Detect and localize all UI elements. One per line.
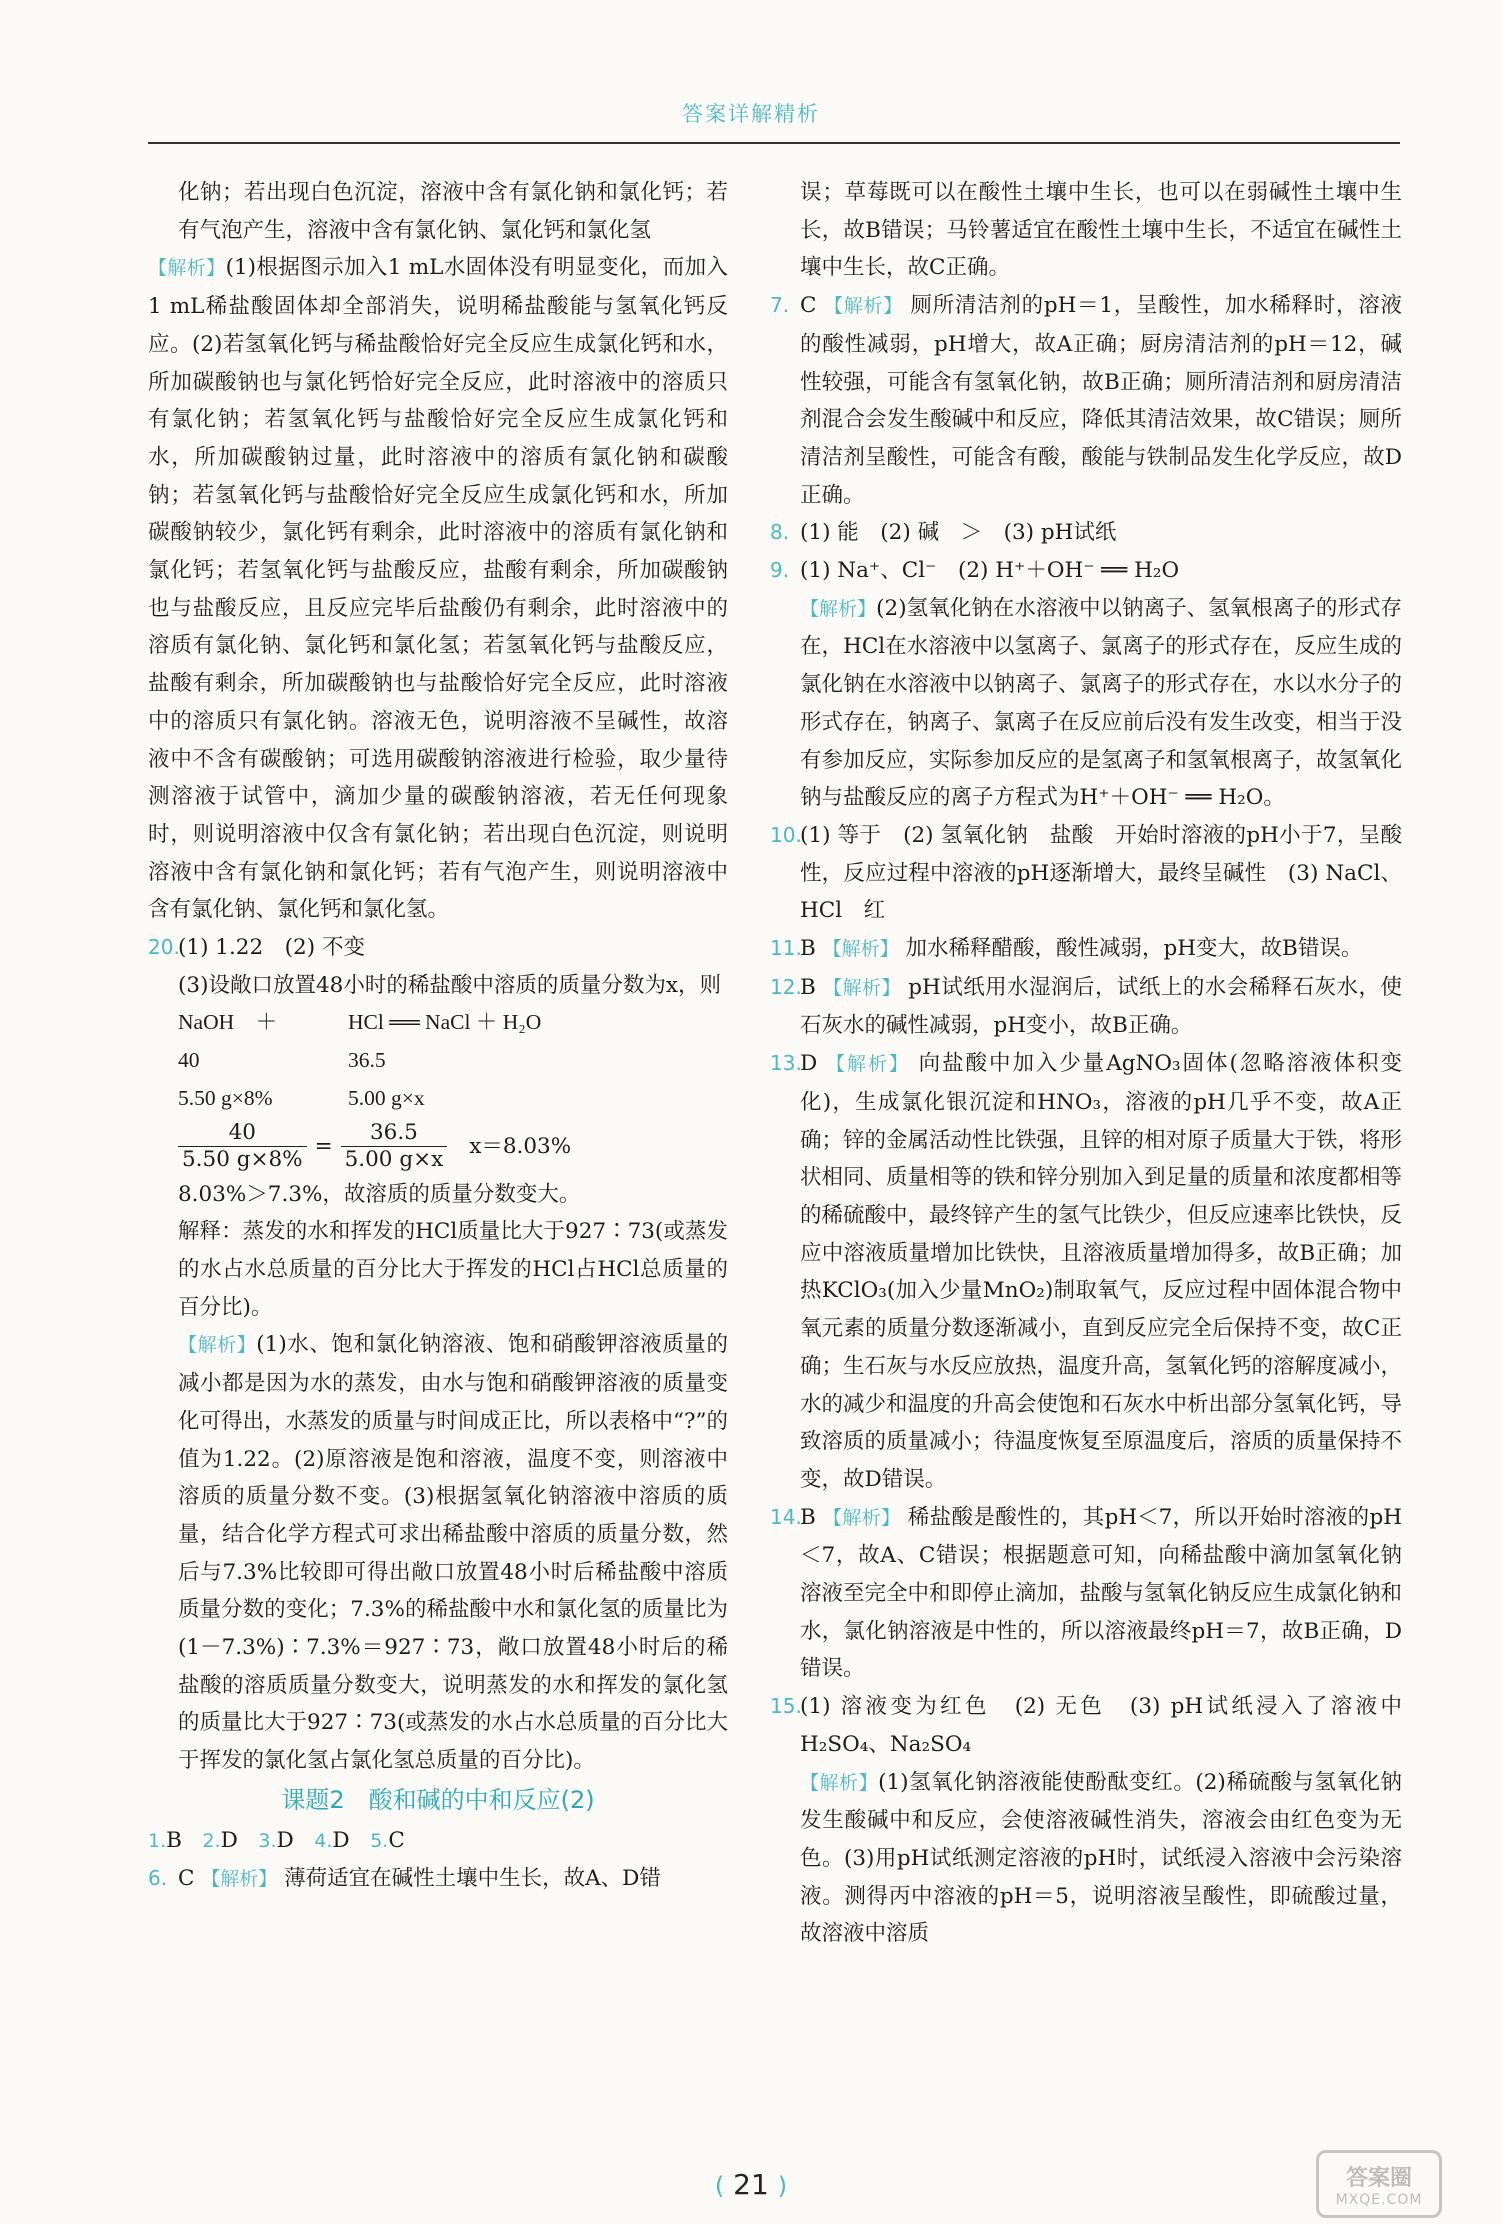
q15-number: 15. <box>770 1694 802 1719</box>
q6 <box>148 1860 728 1899</box>
q6-number: 6. <box>148 1866 168 1891</box>
q20-conclusion: 8.03%＞7.3%，故溶质的质量分数变大。 <box>178 1181 581 1207</box>
analysis-tag: 【解析】 <box>826 1053 910 1076</box>
q15-text: (1) 溶液变为红色 (2) 无色 (3) pH试纸浸入了溶液中 H₂SO₄、Na₂SO₄ <box>800 1694 1424 1757</box>
q7-text: 厕所清洁剂的pH＝1，呈酸性，加水稀释时，溶液的酸性减弱，pH增大，故A正确；厨房清洁剂的pH＝12，碱性较强，可能含有氢氧化钠，故B正确；厕所清洁剂和厨房清洁剂混合会发生酸碱中和反应，降低其清洁效果，故C错误；厕所清洁剂呈酸性，可能含有酸，酸能与铁制品发生化学反应，故D正确。 <box>800 293 1402 508</box>
eq-actual-2: 5.00 g×x <box>348 1085 425 1110</box>
section-title: 课题2 酸和碱的中和反应(2) <box>281 1785 595 1814</box>
mc-answer: 2.D <box>202 1827 238 1853</box>
q20 <box>148 929 728 1004</box>
q13-text: 向盐酸中加入少量AgNO₃固体(忽略溶液体积变化)，生成氯化银沉淀和HNO₃，溶液的pH几乎不变，故A正确；锌的金属活动性比铁强，且锌的相对原子质量大于铁，将形状相同、质量相等的铁和锌分别加入到足量的质量和浓度都相等的稀硫酸中，最终锌产生的氢气比铁少，但反应速率比铁快，反应中溶液质量增加比铁快，且溶液质量增加得多，故B正确；加热KClO₃(加入少量MnO₂)制取氧气，反应过程中固体混合物中氧元素的质量分数逐渐减小，直到反应完全后保持不变，故C正确；生石灰与水反应放热，温度升高，氢氧化钙的溶解度减小，水的减少和温度的升高会使饱和石灰水中析出部分氢氧化钙，导致溶质的质量减小；待温度恢复至原温度后，溶质的质量保持不变，故D错误。 <box>800 1051 1403 1492</box>
equation-row <box>178 1042 728 1080</box>
fraction-1 <box>178 1120 307 1173</box>
eq-rest: HCl ══ NaCl ＋ H₂O <box>348 1010 542 1035</box>
q12-answer: B <box>800 974 816 1000</box>
mc-answer: 1.B <box>148 1827 182 1853</box>
q8-number: 8. <box>770 520 790 545</box>
analysis-tag: 【解析】 <box>201 1868 278 1891</box>
q7-answer: C <box>800 293 817 319</box>
q11-number: 11. <box>770 936 802 961</box>
watermark-url: MXQE.COM <box>1335 2191 1423 2208</box>
proportion-result: x＝8.03% <box>469 1133 572 1159</box>
right-column <box>770 174 1424 1953</box>
mc-answer: 4.D <box>314 1827 350 1853</box>
page-header: 答案详解精析 <box>682 102 820 126</box>
q20-analysis <box>148 1326 728 1779</box>
q11-text: 加水稀释醋酸，酸性减弱，pH变大，故B错误。 <box>905 936 1363 962</box>
q15-analysis-text: (1)氢氧化钠溶液能使酚酞变红。(2)稀硫酸与氢氧化钠发生酸碱中和反应，会使溶液碱性消失，溶液会由红色变为无色。(3)用pH试纸测定溶液的pH时，试纸浸入溶液中会污染溶液。测得丙中溶液的pH＝5，说明溶液呈酸性，即硫酸过量，故溶液中溶质 <box>800 1769 1402 1947</box>
q6-text: 薄荷适宜在碱性土壤中生长，故A、D错 <box>284 1866 661 1892</box>
page-number-text: 21 <box>733 2168 769 2201</box>
q11 <box>770 930 1402 969</box>
left-column <box>148 174 728 1899</box>
equation-row <box>178 1004 728 1042</box>
analysis-tag: 【解析】 <box>823 976 901 999</box>
fraction-2 <box>341 1120 448 1173</box>
q13-answer: D <box>800 1051 818 1077</box>
q9-analysis <box>800 590 1402 817</box>
q15 <box>770 1688 1424 1953</box>
page-number-bracket-left: ( <box>714 2172 725 2200</box>
equation-row <box>178 1080 728 1118</box>
q20-answer: (1) 1.22 (2) 不变 <box>178 935 365 961</box>
q14-number: 14. <box>770 1504 802 1529</box>
equals-sign: = <box>314 1133 333 1159</box>
eq-reactant: NaOH ＋ <box>178 1010 278 1035</box>
q20-part3: (3)设敞口放置48小时的稀盐酸中溶质的质量分数为x，则 <box>178 972 721 998</box>
q8 <box>770 514 1402 552</box>
fraction-numerator: 40 <box>228 1120 256 1146</box>
eq-actual-1: 5.50 g×8% <box>178 1085 273 1110</box>
q13 <box>770 1045 1402 1498</box>
q10-number: 10. <box>770 822 802 847</box>
q10-text: (1) 等于 (2) 氢氧化钠 盐酸 开始时溶液的pH小于7，呈酸性，反应过程中溶液的pH逐渐增大，最终呈碱性 (3) NaCl、HCl 红 <box>800 822 1402 924</box>
q14-answer: B <box>800 1504 816 1530</box>
fraction-denominator: 5.00 g×x <box>341 1146 448 1173</box>
analysis-tag: 【解析】 <box>823 1506 901 1529</box>
q7-number: 7. <box>770 293 790 318</box>
analysis-tag: 【解析】 <box>824 295 903 318</box>
watermark-logo <box>1316 2150 1442 2218</box>
chemical-equation <box>148 1004 728 1117</box>
q20-explanation: 解释：蒸发的水和挥发的HCl质量比大于927∶73(或蒸发的水占水总质量的百分比大于挥发的HCl占HCl总质量的百分比)。 <box>178 1219 728 1320</box>
header-rule <box>148 142 1400 144</box>
q11-answer: B <box>800 936 816 962</box>
mc-answers <box>148 1822 728 1861</box>
analysis-tag: 【解析】 <box>178 1334 257 1357</box>
fraction-denominator: 5.50 g×8% <box>178 1146 307 1173</box>
analysis-tag: 【解析】 <box>148 257 226 280</box>
proportion <box>148 1118 728 1176</box>
eq-mass-1: 40 <box>178 1048 200 1073</box>
q19-continuation: 化钠；若出现白色沉淀，溶液中含有氯化钠和氯化钙；若有气泡产生，溶液中含有氯化钠、氯化钙和氯化氢 <box>178 180 728 243</box>
q9-analysis-text: (2)氢氧化钠在水溶液中以钠离子、氢氧根离子的形式存在，HCl在水溶液中以氢离子、氯离子的形式存在，反应生成的氯化钠在水溶液中以钠离子、氯离子的形式存在，水以水分子的形式存在，钠离子、氯离子在反应前后没有发生改变，相当于没有参加反应，实际参加反应的是氢离子和氢氧根离子，故氢氧化钠与盐酸反应的离子方程式为H⁺＋OH⁻ ══ H₂O。 <box>800 595 1403 811</box>
q10 <box>770 817 1402 930</box>
q20-number: 20. <box>148 935 180 960</box>
q12-number: 12. <box>770 974 802 999</box>
q9-number: 9. <box>770 558 790 583</box>
q15-analysis <box>800 1764 1402 1954</box>
q9 <box>770 552 1402 817</box>
q6-continuation: 误；草莓既可以在酸性土壤中生长，也可以在弱碱性土壤中生长，故B错误；马铃薯适宜在酸性土壤中生长，不适宜在碱性土壤中生长，故C正确。 <box>800 180 1402 281</box>
q13-number: 13. <box>770 1051 802 1076</box>
watermark-text: 答案圈 <box>1345 2165 1412 2191</box>
analysis-tag: 【解析】 <box>822 938 899 961</box>
q7 <box>770 287 1402 514</box>
analysis-tag: 【解析】 <box>800 597 877 620</box>
page-number-bracket-right: ) <box>777 2172 788 2200</box>
mc-answer: 5.C <box>370 1827 405 1853</box>
q20-analysis-text: (1)水、饱和氯化钠溶液、饱和硝酸钾溶液质量的减小都是因为水的蒸发，由水与饱和硝酸钾溶液的质量变化可得出，水蒸发的质量与时间成正比，所以表格中“?”的值为1.22。(2)原溶液是饱和溶液，温度不变，则溶液中溶质的质量分数不变。(3)根据氢氧化钠溶液中溶质的质量，结合化学方程式可求出稀盐酸中溶质的质量分数，然后与7.3%比较即可得出敞口放置48小时后稀盐酸中溶质质量分数的变化；7.3%的稀盐酸中水和氯化氢的质量比为(1－7.3%)∶7.3%＝927∶73，敞口放置48小时后的稀盐酸的溶质质量分数变大，说明蒸发的水和挥发的氯化氢的质量比大于927∶73(或蒸发的水占水总质量的百分比大于挥发的氯化氢占氯化氢总质量的百分比)。 <box>178 1332 728 1774</box>
page-number <box>0 2168 1502 2201</box>
mc-answer: 3.D <box>258 1827 294 1853</box>
q19-analysis-text: (1)根据图示加入1 mL水固体没有明显变化，而加入1 mL稀盐酸固体却全部消失，说明稀盐酸能与氢氧化钙反应。(2)若氢氧化钙与稀盐酸恰好完全反应生成氯化钙和水，所加碳酸钠也与氯化钙恰好完全反应，此时溶液中的溶质只有氯化钠；若氢氧化钙与盐酸恰好完全反应生成氯化钙和水，所加碳酸钠过量，此时溶液中的溶质有氯化钠和碳酸钠；若氢氧化钙与盐酸恰好完全反应生成氯化钙和水，所加碳酸钠较少，氯化钙有剩余，此时溶液中的溶质有氯化钠和氯化钙；若氢氧化钙与盐酸反应，盐酸有剩余，所加碳酸钠也与盐酸反应，且反应完毕后盐酸仍有剩余，此时溶液中的溶质有氯化钠、氯化钙和氯化氢；若氢氧化钙与盐酸反应，盐酸有剩余，所加碳酸钠也与盐酸恰好完全反应，此时溶液中的溶质只有氯化钠。溶液无色，说明溶液不呈碱性，故溶液中不含有碳酸钠；可选用碳酸钠溶液进行检验，取少量待测溶液于试管中，滴加少量的碳酸钠溶液，若无任何现象时，则说明溶液中仅含有氯化钠；若出现白色沉淀，则说明溶液中含有氯化钠和氯化钙；若有气泡产生，则说明溶液中含有氯化钠、氯化钙和氯化氢。 <box>148 255 728 923</box>
q14 <box>770 1499 1402 1689</box>
q9-text: (1) Na⁺、Cl⁻ (2) H⁺＋OH⁻ ══ H₂O <box>800 558 1180 584</box>
q12 <box>770 969 1402 1045</box>
q8-text: (1) 能 (2) 碱 ＞ (3) pH试纸 <box>800 520 1117 546</box>
analysis-tag: 【解析】 <box>800 1771 879 1794</box>
q14-text: 稀盐酸是酸性的，其pH＜7，所以开始时溶液的pH＜7，故A、C错误；根据题意可知，向稀盐酸中滴加氢氧化钠溶液至完全中和即停止滴加，盐酸与氢氧化钠反应生成氯化钠和水，氯化钠溶液是中性的，所以溶液最终pH＝7，故B正确，D错误。 <box>800 1504 1403 1682</box>
q19-analysis <box>148 249 728 929</box>
q6-answer: C <box>178 1866 195 1892</box>
fraction-numerator: 36.5 <box>369 1120 418 1146</box>
q12-text: pH试纸用水湿润后，试纸上的水会稀释石灰水，使石灰水的碱性减弱，pH变小，故B正确。 <box>800 974 1402 1039</box>
eq-mass-2: 36.5 <box>348 1048 386 1073</box>
